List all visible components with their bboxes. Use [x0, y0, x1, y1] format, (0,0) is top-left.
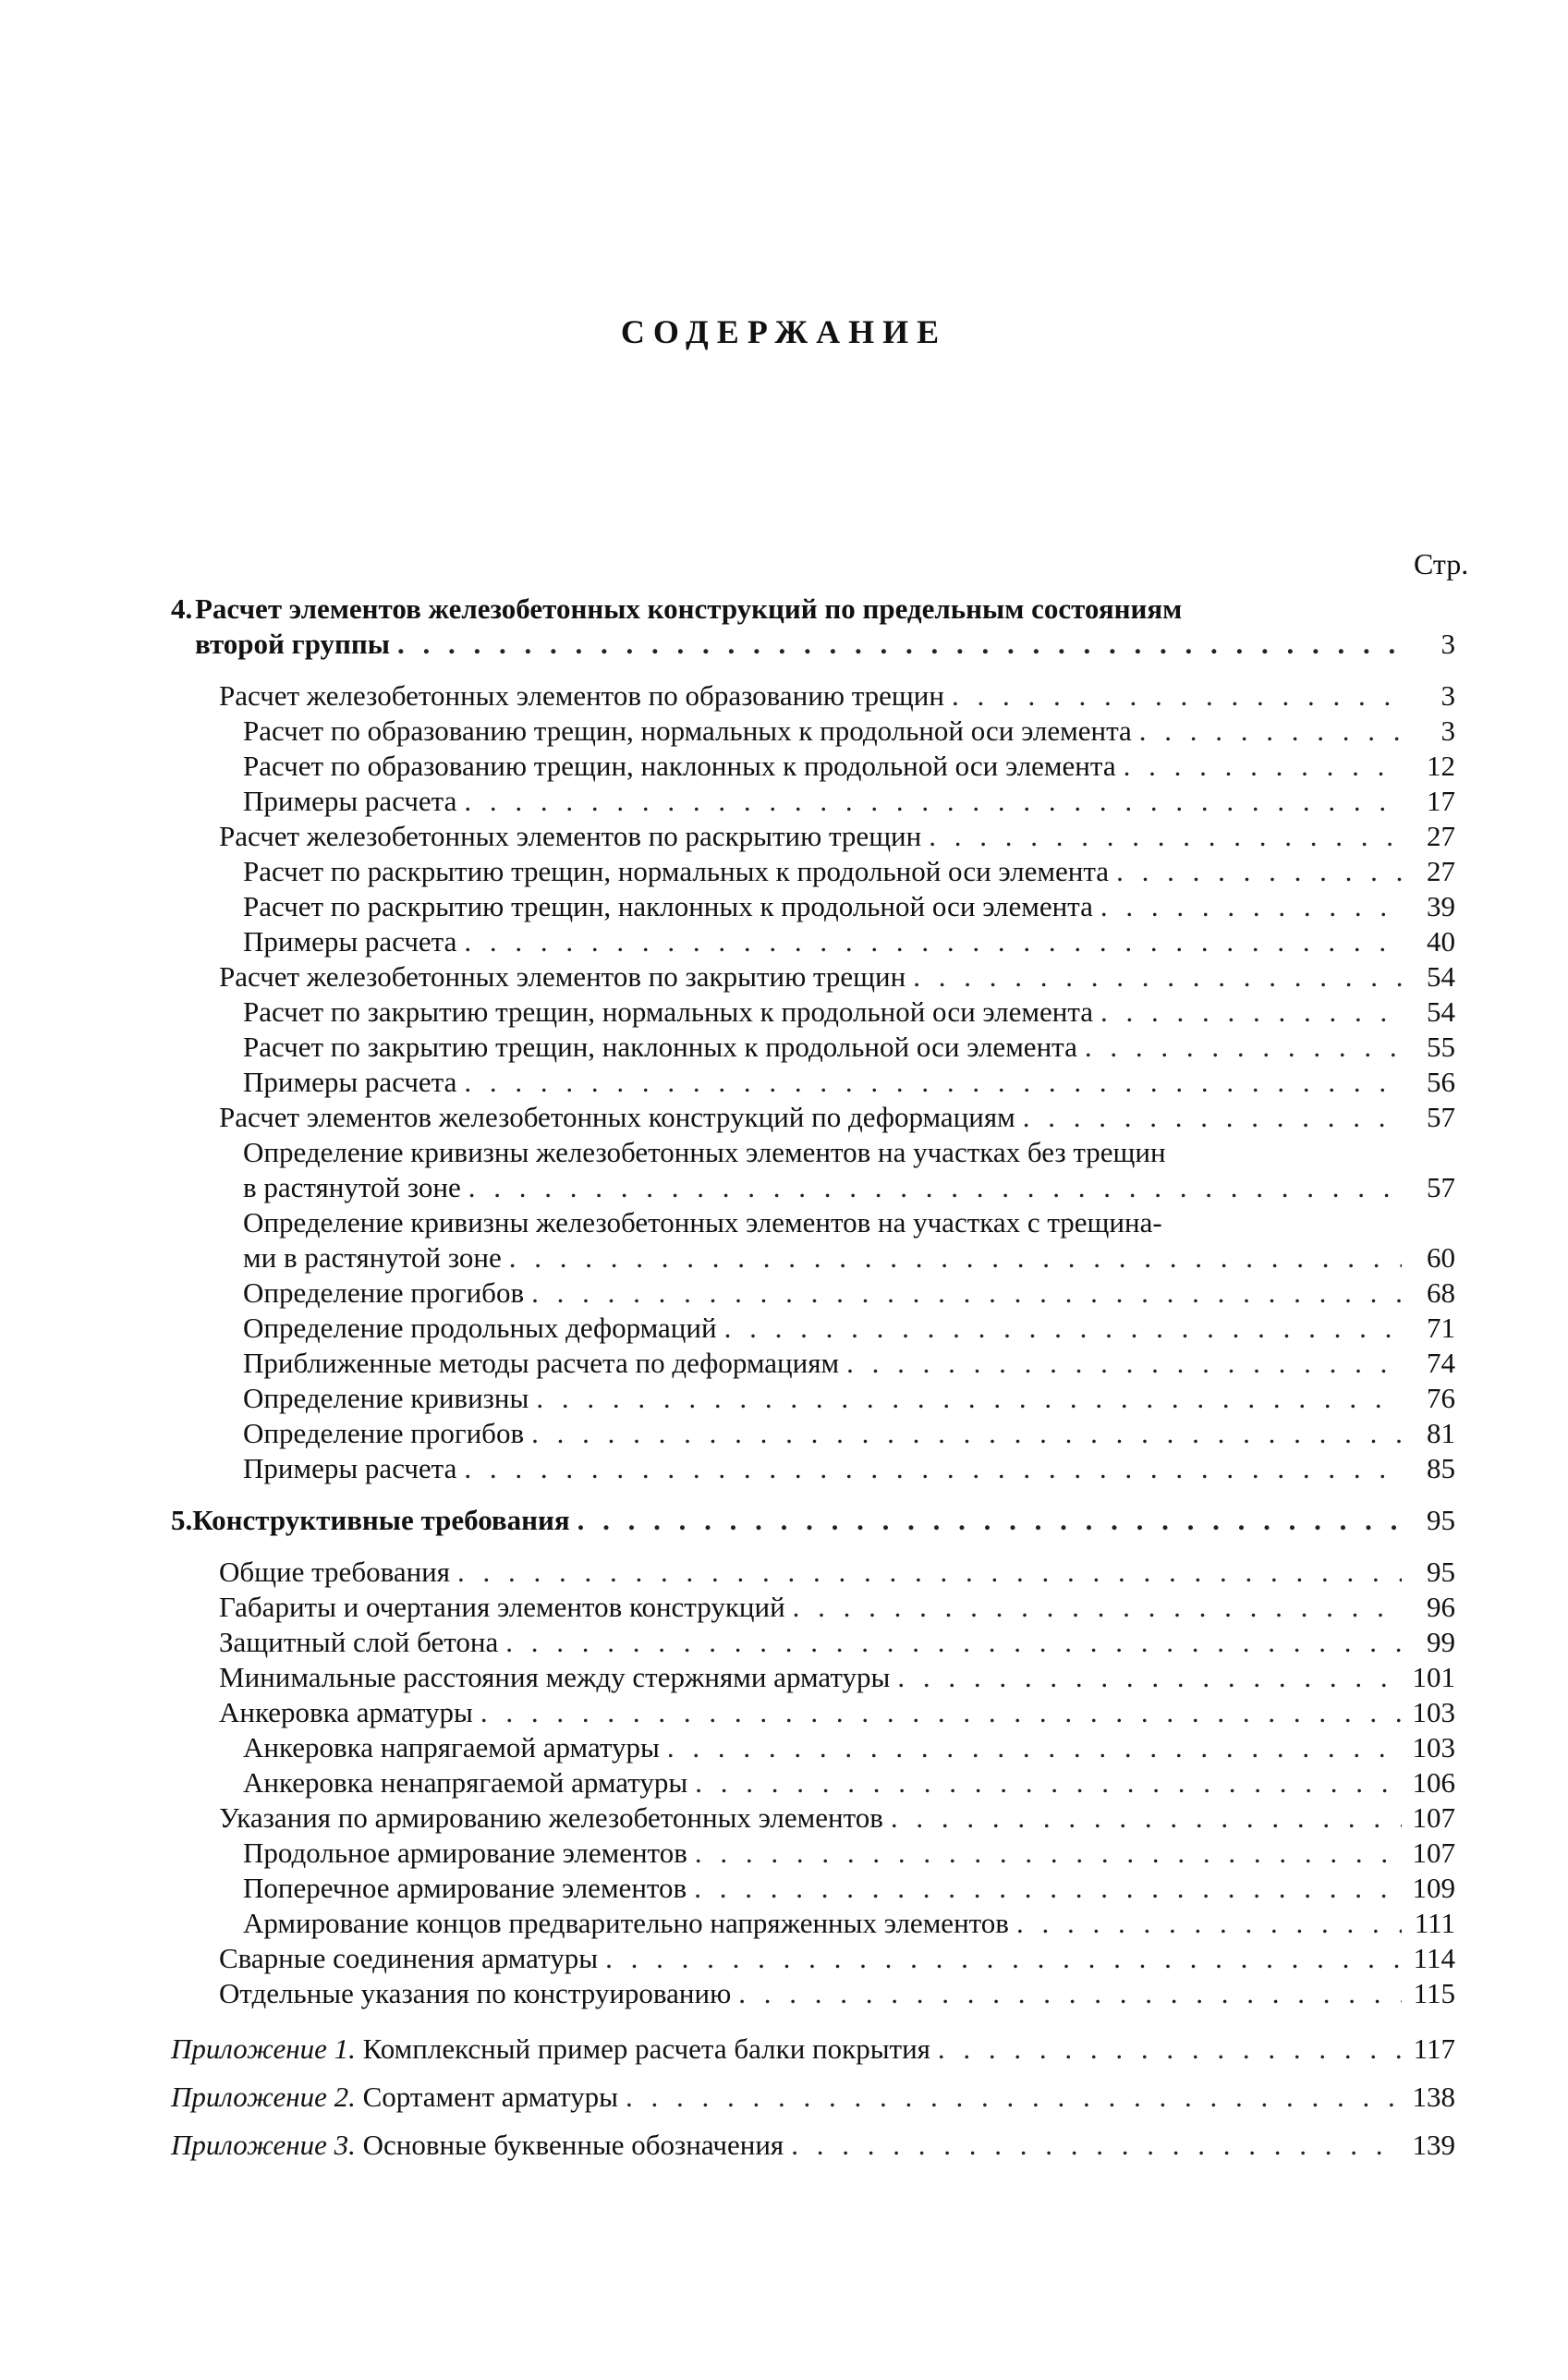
appendix-prefix: Приложение 2.: [171, 2081, 356, 2113]
page-number: 27: [1427, 855, 1455, 887]
dot-leader: [480, 1695, 1402, 1730]
section-number: 4.: [171, 592, 193, 625]
toc-item[interactable]: [171, 1871, 1455, 1906]
toc-section-5[interactable]: [171, 1503, 1455, 1538]
dot-leader: [457, 1555, 1402, 1590]
dot-leader: [667, 1730, 1402, 1765]
dot-leader: [793, 1590, 1402, 1625]
dot-leader: [694, 1871, 1402, 1906]
toc-item[interactable]: [171, 1555, 1455, 1590]
toc-item-label: Анкеровка ненапрягаемой арматуры: [243, 1766, 688, 1799]
toc-item[interactable]: [171, 1906, 1455, 1941]
toc-appendix-3[interactable]: [171, 2128, 1455, 2163]
toc-item-label: Приближенные методы расчета по деформациям: [243, 1347, 840, 1379]
toc-item-label: Расчет по образованию трещин, наклонных к продольной оси элемента: [243, 750, 1116, 782]
dot-leader: [464, 1451, 1402, 1486]
dot-leader: [464, 784, 1402, 819]
toc-item-label-line2: ми в растянутой зоне: [243, 1241, 502, 1274]
toc-item-label: Габариты и очертания элементов конструкций: [219, 1591, 785, 1623]
page-number: 12: [1427, 750, 1455, 782]
page-number: 3: [1440, 714, 1455, 747]
section-title-line2: второй группы: [195, 628, 390, 660]
toc-item-label-line2: в растянутой зоне: [243, 1171, 461, 1203]
dot-leader: [897, 1660, 1402, 1695]
toc-section-4[interactable]: [171, 592, 1455, 662]
appendix-prefix: Приложение 3.: [171, 2129, 356, 2161]
toc-item[interactable]: [171, 924, 1455, 959]
dot-leader: [738, 1976, 1402, 2011]
toc-item[interactable]: [171, 678, 1455, 714]
toc-item[interactable]: [171, 1765, 1455, 1800]
page-number: 54: [1427, 960, 1455, 993]
table-of-contents: [171, 592, 1455, 2163]
dot-leader: [891, 1800, 1402, 1836]
toc-item[interactable]: [171, 1346, 1455, 1381]
toc-item-label: Армирование концов предварительно напряженных элементов: [243, 1907, 1009, 1939]
page-column-label: Стр.: [1414, 547, 1469, 580]
dot-leader: [536, 1381, 1402, 1416]
toc-appendix-1[interactable]: [171, 2032, 1455, 2067]
dot-leader: [1085, 1030, 1402, 1065]
toc-item-label: Анкеровка арматуры: [219, 1696, 473, 1728]
toc-item[interactable]: [171, 749, 1455, 784]
toc-item-label: Примеры расчета: [243, 1452, 457, 1484]
page-number: 99: [1427, 1626, 1455, 1658]
page-number: 57: [1427, 1171, 1455, 1203]
toc-item-label: Определение прогибов: [243, 1276, 525, 1309]
appendix-label: Комплексный пример расчета балки покрытия: [362, 2032, 930, 2065]
page-number: 95: [1427, 1556, 1455, 1588]
toc-item-label: Общие требования: [219, 1556, 451, 1588]
toc-item[interactable]: [171, 1030, 1455, 1065]
section-title: Конструктивные требования: [192, 1504, 570, 1536]
toc-item[interactable]: [171, 1065, 1455, 1100]
page-number: 139: [1412, 2129, 1455, 2161]
page-number: 3: [1440, 679, 1455, 712]
page-number: 81: [1427, 1417, 1455, 1449]
toc-item[interactable]: [171, 1311, 1455, 1346]
page-number: 111: [1414, 1907, 1455, 1939]
page-number: 103: [1412, 1731, 1455, 1764]
toc-item[interactable]: [171, 1416, 1455, 1451]
dot-leader: [952, 678, 1402, 714]
dot-leader: [1124, 749, 1402, 784]
toc-item-label: Расчет железобетонных элементов по образованию трещин: [219, 679, 944, 712]
toc-item-label: Определение продольных деформаций: [243, 1312, 717, 1344]
toc-item-label: Продольное армирование элементов: [243, 1837, 687, 1869]
appendix-prefix: Приложение 1.: [171, 2032, 356, 2065]
dot-leader: [577, 1503, 1402, 1538]
toc-item[interactable]: [171, 1590, 1455, 1625]
toc-item[interactable]: [171, 1205, 1455, 1275]
page-number: 76: [1427, 1382, 1455, 1414]
toc-item-label: Указания по армированию железобетонных элементов: [219, 1801, 883, 1834]
toc-item-label: Расчет по образованию трещин, нормальных к продольной оси элемента: [243, 714, 1132, 747]
page-number: 56: [1427, 1066, 1455, 1098]
toc-item[interactable]: [171, 959, 1455, 995]
toc-item[interactable]: [171, 1275, 1455, 1311]
toc-item-label: Расчет по закрытию трещин, наклонных к продольной оси элемента: [243, 1031, 1077, 1063]
toc-item[interactable]: [171, 1625, 1455, 1660]
page-number: 57: [1427, 1101, 1455, 1133]
toc-item-label: Расчет по раскрытию трещин, нормальных к продольной оси элемента: [243, 855, 1110, 887]
page-number: 3: [1440, 628, 1455, 660]
page-number: 101: [1412, 1661, 1455, 1693]
appendix-label: Основные буквенные обозначения: [362, 2129, 784, 2161]
dot-leader: [505, 1625, 1402, 1660]
dot-leader: [913, 959, 1402, 995]
toc-item-label: Расчет по раскрытию трещин, наклонных к продольной оси элемента: [243, 890, 1093, 922]
page-number: 68: [1427, 1276, 1455, 1309]
toc-item-label: Расчет железобетонных элементов по закрытию трещин: [219, 960, 906, 993]
page-number: 17: [1427, 785, 1455, 817]
page-number: 107: [1412, 1837, 1455, 1869]
dot-leader: [468, 1170, 1402, 1205]
toc-item-label: Поперечное армирование элементов: [243, 1872, 687, 1904]
page-number: 95: [1427, 1504, 1455, 1536]
page-number: 40: [1427, 925, 1455, 958]
page-number: 109: [1412, 1872, 1455, 1904]
toc-item[interactable]: [171, 1800, 1455, 1836]
section-number: 5.: [171, 1504, 193, 1536]
toc-item[interactable]: [171, 1695, 1455, 1730]
toc-item-label: Примеры расчета: [243, 1066, 457, 1098]
page-number: 85: [1427, 1452, 1455, 1484]
toc-item[interactable]: [171, 1660, 1455, 1695]
page-number: 96: [1427, 1591, 1455, 1623]
section-title-line1: Расчет элементов железобетонных конструкций по предельным состояниям: [195, 592, 1183, 625]
page-number: 74: [1427, 1347, 1455, 1379]
dot-leader: [695, 1765, 1402, 1800]
toc-item[interactable]: [171, 1451, 1455, 1486]
toc-item-label-line1: Определение кривизны железобетонных элементов на участках с трещина-: [243, 1206, 1162, 1239]
toc-item-label: Определение прогибов: [243, 1417, 525, 1449]
toc-item-label: Сварные соединения арматуры: [219, 1942, 599, 1974]
toc-item[interactable]: [171, 889, 1455, 924]
toc-item-label: Расчет элементов железобетонных конструкций по деформациям: [219, 1101, 1015, 1133]
dot-leader: [464, 924, 1402, 959]
toc-item[interactable]: [171, 1730, 1455, 1765]
page-number: 103: [1412, 1696, 1455, 1728]
toc-item[interactable]: [171, 784, 1455, 819]
toc-item-label: Расчет железобетонных элементов по раскрытию трещин: [219, 820, 922, 852]
toc-item[interactable]: [171, 1100, 1455, 1135]
page-number: 60: [1427, 1241, 1455, 1274]
page-number: 54: [1427, 995, 1455, 1028]
toc-item-label: Определение кривизны: [243, 1382, 529, 1414]
dot-leader: [605, 1941, 1402, 1976]
toc-item[interactable]: [171, 819, 1455, 854]
toc-item[interactable]: [171, 1941, 1455, 1976]
toc-item[interactable]: [171, 995, 1455, 1030]
dot-leader: [724, 1311, 1402, 1346]
toc-item[interactable]: [171, 1135, 1455, 1205]
dot-leader: [791, 2128, 1402, 2163]
page-number: 138: [1412, 2081, 1455, 2113]
dot-leader: [397, 627, 1402, 662]
dot-leader: [531, 1275, 1402, 1311]
toc-item[interactable]: [171, 1976, 1455, 2011]
dot-leader: [695, 1836, 1402, 1871]
dot-leader: [1016, 1906, 1402, 1941]
toc-appendix-2[interactable]: [171, 2080, 1455, 2115]
dot-leader: [846, 1346, 1402, 1381]
toc-item-label: Расчет по закрытию трещин, нормальных к продольной оси элемента: [243, 995, 1094, 1028]
page-number: 106: [1412, 1766, 1455, 1799]
toc-item-label: Минимальные расстояния между стержнями арматуры: [219, 1661, 891, 1693]
dot-leader: [929, 819, 1402, 854]
toc-item[interactable]: [171, 714, 1455, 749]
page-number: 71: [1427, 1312, 1455, 1344]
toc-item-label: Примеры расчета: [243, 785, 457, 817]
dot-leader: [1100, 995, 1402, 1030]
toc-item[interactable]: [171, 854, 1455, 889]
dot-leader: [509, 1240, 1402, 1275]
toc-item-label: Защитный слой бетона: [219, 1626, 499, 1658]
page-number: 114: [1413, 1942, 1455, 1974]
dot-leader: [1023, 1100, 1402, 1135]
dot-leader: [938, 2032, 1402, 2067]
toc-item-label: Примеры расчета: [243, 925, 457, 958]
page-number: 55: [1427, 1031, 1455, 1063]
dot-leader: [531, 1416, 1402, 1451]
toc-item-label: Анкеровка напрягаемой арматуры: [243, 1731, 660, 1764]
appendix-label: Сортамент арматуры: [362, 2081, 618, 2113]
dot-leader: [1100, 889, 1402, 924]
page-number: 39: [1427, 890, 1455, 922]
dot-leader: [626, 2080, 1402, 2115]
page-number: 107: [1412, 1801, 1455, 1834]
page-number: 115: [1413, 1977, 1455, 2009]
dot-leader: [1116, 854, 1402, 889]
toc-item-label-line1: Определение кривизны железобетонных элементов на участках без трещин: [243, 1136, 1166, 1168]
toc-item[interactable]: [171, 1381, 1455, 1416]
page-number: 27: [1427, 820, 1455, 852]
page-number: 117: [1413, 2032, 1455, 2065]
toc-item-label: Отдельные указания по конструированию: [219, 1977, 732, 2009]
dot-leader: [464, 1065, 1402, 1100]
dot-leader: [1139, 714, 1402, 749]
toc-item[interactable]: [171, 1836, 1455, 1871]
page-title: СОДЕРЖАНИЕ: [620, 313, 948, 350]
